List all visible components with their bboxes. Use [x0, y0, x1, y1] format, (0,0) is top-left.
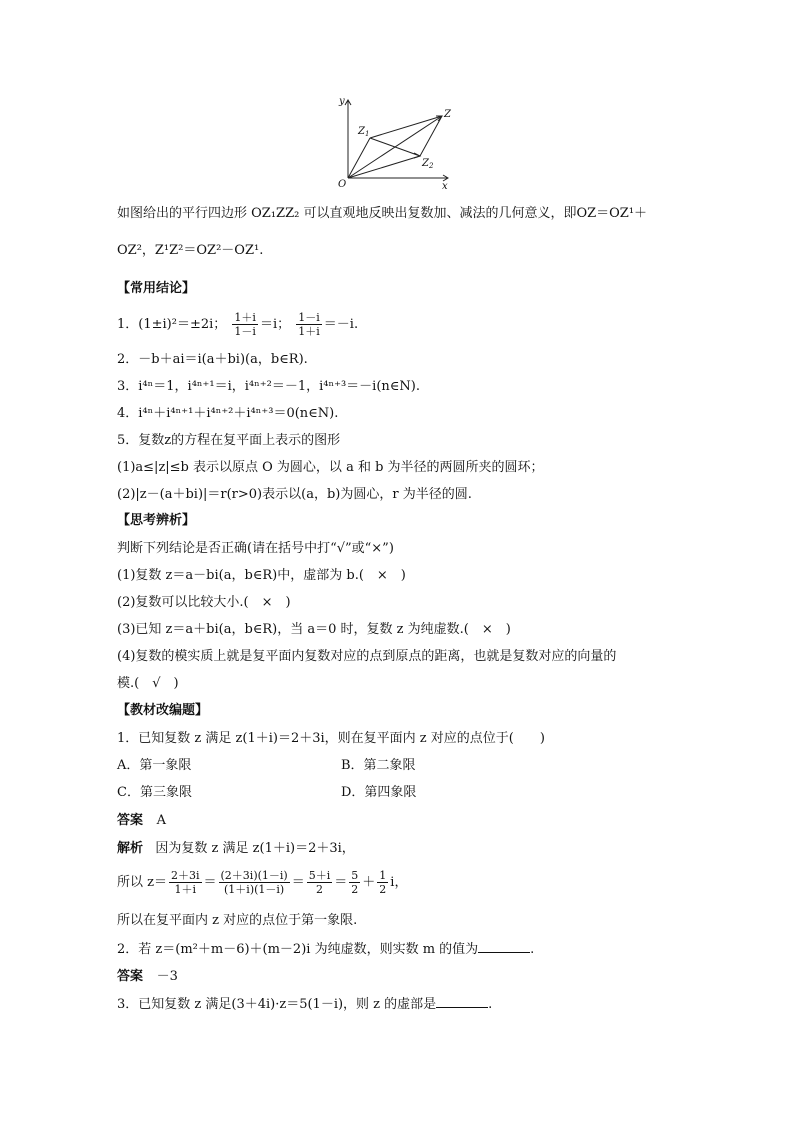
conclusion-item-1: 1．(1±i)²＝±2i； $\frac{1+i}{1-i}$ ＝i； $\frac{1-i}{1+i}$ ＝－i.: [117, 311, 359, 338]
answer-label: 答案: [117, 813, 144, 828]
analysis-label: 解析: [117, 841, 144, 856]
answer-2: [117, 968, 178, 986]
fraction: $\frac{1-i}{1+i}$: [298, 311, 320, 338]
fraction: $\frac{1+i}{1-i}$: [234, 311, 256, 338]
fraction: $\frac{2+3i}{1+i}$: [170, 869, 200, 896]
x-axis-label: x: [442, 181, 448, 192]
answer-label: 答案: [117, 969, 144, 984]
thinking-q3: (3)已知 z＝a＋bi(a，b∈R)，当 a＝0 时，复数 z 为纯虚数.( × ): [117, 622, 511, 637]
option-b: B．第二象限: [341, 758, 416, 773]
thinking-q4-line-2: 模.( √ ): [117, 676, 179, 691]
problem-1: 1．已知复数 z 满足 z(1＋i)＝2＋3i，则在复平面内 z 对应的点位于( ): [117, 731, 545, 746]
answer-value: －3: [156, 969, 178, 984]
intro-line-1: 如图给出的平行四边形 OZ₁ZZ₂ 可以直观地反映出复数加、减法的几何意义，即OZ＝OZ¹＋: [117, 206, 648, 221]
conclusion-item-2: 2．－b＋ai＝i(a＋bi)(a，b∈R).: [117, 352, 308, 367]
thinking-q2: (2)复数可以比较大小.( × ): [117, 595, 291, 610]
option-c: C．第三象限: [117, 785, 192, 800]
analysis-conclusion: 所以在复平面内 z 对应的点位于第一象限.: [117, 913, 358, 928]
option-a: A．第一象限: [117, 758, 192, 773]
conclusion-item-5-2: (2)|z－(a＋bi)|＝r(r>0)表示以(a，b)为圆心，r 为半径的圆.: [117, 487, 472, 502]
analysis-line-2: 所以 z＝ $\frac{2+3i}{1+i}$ ＝ $\frac{(2+3i)(1-i)}{(1+i)(1-i)}$ ＝ $\frac{5+i}{2}$ ＝ $\frac{5}{2}$ ＋ $\frac{1}{2}$ i，: [117, 869, 408, 896]
common-conclusions-heading: 【常用结论】: [117, 281, 196, 296]
diagonal-z1-z2: [370, 138, 420, 156]
fraction: $\frac{5+i}{2}$: [308, 869, 331, 896]
textbook-heading: 【教材改编题】: [117, 703, 209, 718]
problem-2: 2．若 z＝(m²＋m－6)＋(m－2)i 为纯虚数，则实数 m 的值为 .: [117, 942, 535, 957]
problem-3: 3．已知复数 z 满足(3＋4i)·z＝5(1－i)，则 z 的虚部是 .: [117, 997, 493, 1012]
option-d: D．第四象限: [341, 785, 417, 800]
y-axis-label: y: [339, 96, 345, 107]
intro-line-2: OZ²，Z¹Z²＝OZ²－OZ¹.: [117, 243, 264, 258]
fraction: $\frac{(2+3i)(1-i)}{(1+i)(1-i)}$: [220, 869, 288, 896]
arrow-z2: [414, 153, 420, 158]
answer-blank: [478, 940, 530, 953]
parallelogram-figure: [336, 92, 466, 192]
thinking-q4-line-1: (4)复数的模实质上就是复平面内复数对应的点到原点的距离，也就是复数对应的向量的: [117, 649, 617, 664]
answer-value: A: [156, 813, 166, 828]
analysis-line-1: 解析 因为复数 z 满足 z(1＋i)＝2＋3i，: [117, 841, 355, 856]
conclusion-item-5: 5．复数z的方程在复平面上表示的图形: [117, 433, 341, 448]
origin-label: O: [338, 179, 347, 190]
fraction: $\frac{1}{2}$: [379, 869, 387, 896]
conclusion-item-4: 4．i⁴ⁿ＋i⁴ⁿ⁺¹＋i⁴ⁿ⁺²＋i⁴ⁿ⁺³＝0(n∈N).: [117, 406, 339, 421]
thinking-q1: (1)复数 z＝a－bi(a，b∈R)中，虚部为 b.( × ): [117, 568, 406, 583]
answer-1: [117, 812, 166, 830]
z-label: Z: [444, 109, 451, 120]
thinking-heading: 【思考辨析】: [117, 513, 196, 528]
fraction: $\frac{5}{2}$: [351, 869, 359, 896]
z1-label: $Z_1$: [358, 126, 370, 138]
conclusion-item-5-1: (1)a≤|z|≤b 表示以原点 O 为圆心，以 a 和 b 为半径的两圆所夹的圆环；: [117, 460, 544, 475]
z2-label: $Z_2$: [422, 158, 434, 170]
answer-blank: [436, 995, 488, 1008]
conclusion-item-3: 3．i⁴ⁿ＝1，i⁴ⁿ⁺¹＝i，i⁴ⁿ⁺²＝－1，i⁴ⁿ⁺³＝－i(n∈N).: [117, 379, 420, 394]
thinking-prompt: 判断下列结论是否正确(请在括号中打“√”或“×”): [117, 541, 394, 556]
